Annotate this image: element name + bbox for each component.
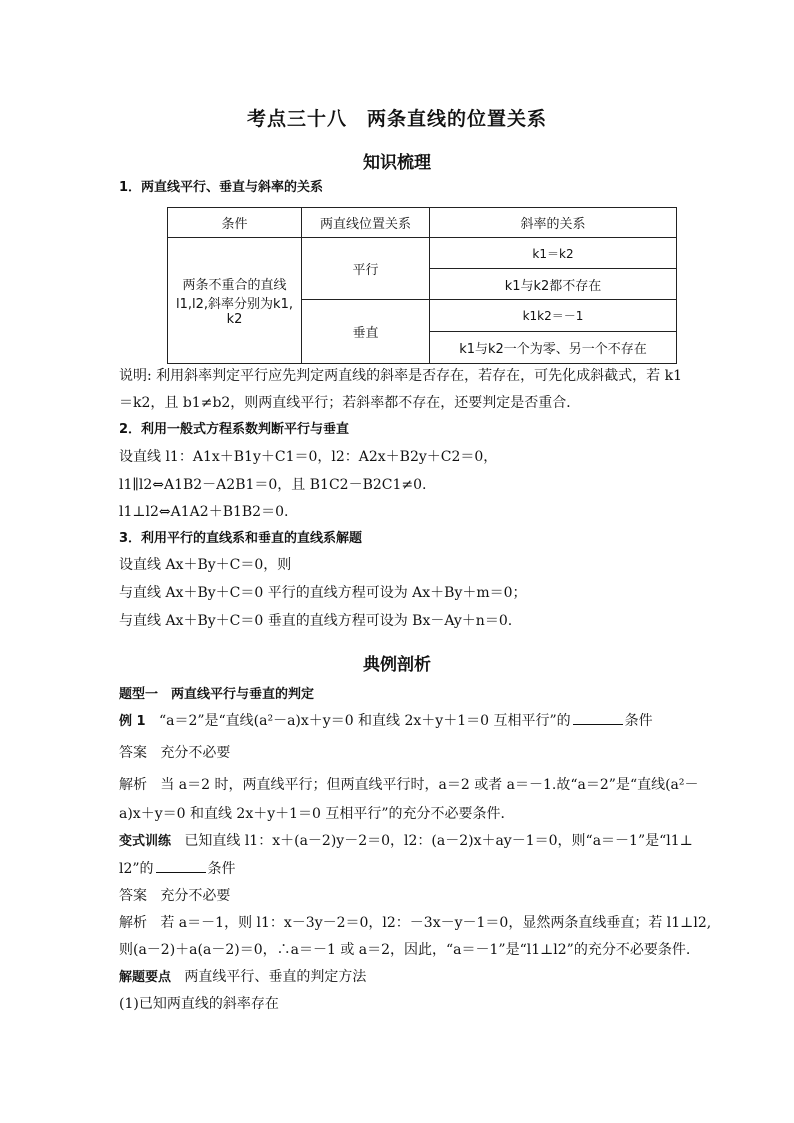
slope-product-cell: k1k2＝－1 [430, 300, 677, 332]
parallel-cell: 平行 [302, 238, 430, 300]
header-condition: 条件 [168, 208, 302, 238]
example1-analysis-line-2: a)x＋y＝0 和直线 2x＋y＋1＝0 互相平行”的充分不必要条件． [119, 806, 515, 822]
item3-line-3: 与直线 Ax＋By＋C＝0 垂直的直线方程可设为 Bx－Ay＋n＝0. [119, 613, 513, 629]
variant-text-1: 已知直线 l1：x＋(a－2)y－2＝0，l2：(a－2)x＋ay－1＝0，则“a＝－1”是“l1⊥ [184, 833, 693, 849]
key-text: 两直线平行、垂直的判定方法 [184, 969, 367, 985]
key-points-line [119, 967, 679, 988]
section-title-knowledge: 知识梳理 [363, 153, 431, 173]
variant-analysis-line-1 [119, 913, 712, 933]
example1-analysis-line-1 [119, 775, 699, 795]
variant-analysis-line-2: 则(a－2)＋a(a－2)＝0，∴a＝－1 或 a＝2，因此，“a＝－1”是“l1⊥l2”的充分不必要条件. [119, 942, 691, 958]
example1-blank [573, 710, 623, 725]
variant-line-1 [119, 831, 693, 852]
item2-line-3: l1⊥l2⇔A1A2＋B1B2＝0. [119, 504, 289, 520]
slope-relation-table [167, 207, 677, 364]
variant-text-2: l2”的 [119, 861, 154, 877]
slope-none-cell: k1与k2都不存在 [430, 269, 677, 300]
type1-heading: 题型一 两直线平行与垂直的判定 [119, 687, 315, 702]
header-slope: 斜率的关系 [430, 208, 677, 238]
example1-label: 例 1 [119, 714, 146, 729]
condition-line-2: l1,l2,斜率分别为k1, [176, 297, 293, 312]
condition-line-1: 两条不重合的直线 [182, 278, 287, 293]
slope-equal-cell: k1＝k2 [430, 238, 677, 269]
slope-zero-none-cell: k1与k2一个为零、另一个不存在 [430, 332, 677, 364]
variant-label: 变式训练 [119, 834, 172, 849]
analysis-label: 解析 [119, 777, 147, 793]
variant-line-2 [119, 858, 679, 879]
variant-analysis-label: 解析 [119, 915, 147, 931]
example1-analysis-text-1: 当 a＝2 时，两直线平行；但两直线平行时，a＝2 或者 a＝－1.故“a＝2”是“直线(a²－ [160, 777, 699, 793]
item2-line-2: l1∥l2⇔A1B2－A2B1＝0，且 B1C2－B2C1≠0. [119, 477, 427, 493]
condition-cell [168, 238, 302, 364]
item1-heading: 1．两直线平行、垂直与斜率的关系 [119, 180, 324, 195]
answer-label: 答案 [119, 745, 147, 761]
variant-answer-line [119, 886, 679, 906]
example1-text: “a＝2”是“直线(a²－a)x＋y＝0 和直线 2x＋y＋1＝0 互相平行”的 [158, 713, 571, 729]
item2-line-1: 设直线 l1：A1x＋B1y＋C1＝0，l2：A2x＋B2y＋C2＝0， [119, 449, 498, 465]
note-line-2: ＝k2，且 b1≠b2，则两直线平行；若斜率都不存在，还要判定是否重合． [119, 395, 581, 411]
note-line-1: 说明: 利用斜率判定平行应先判定两直线的斜率是否存在，若存在，可先化成斜截式，若 k1 [119, 368, 683, 384]
example1-answer-line [119, 743, 679, 763]
variant-text-2-end: 条件 [207, 861, 236, 877]
variant-answer: 充分不必要 [160, 888, 231, 904]
variant-answer-label: 答案 [119, 888, 147, 904]
item3-line-1: 设直线 Ax＋By＋C＝0，则 [119, 557, 292, 573]
example1 [119, 710, 679, 732]
variant-analysis-text-1: 若 a＝－1，则 l1：x－3y－2＝0，l2：－3x－y－1＝0，显然两条直线垂直；若 l1⊥l2, [160, 915, 712, 931]
header-position: 两直线位置关系 [302, 208, 430, 238]
section-title-examples: 典例剖析 [363, 655, 431, 675]
example1-answer: 充分不必要 [160, 745, 231, 761]
table-header-row [168, 208, 677, 238]
example1-text-end: 条件 [624, 713, 653, 729]
condition-line-3: k2 [226, 312, 243, 327]
perpendicular-cell: 垂直 [302, 300, 430, 364]
item2-heading: 2．利用一般式方程系数判断平行与垂直 [119, 422, 350, 437]
page-title: 考点三十八 两条直线的位置关系 [246, 108, 547, 130]
variant-blank [156, 858, 206, 873]
item3-line-2: 与直线 Ax＋By＋C＝0 平行的直线方程可设为 Ax＋By＋m＝0； [119, 585, 527, 601]
key-label: 解题要点 [119, 970, 172, 985]
item3-heading: 3．利用平行的直线系和垂直的直线系解题 [119, 531, 363, 546]
key-point-1: (1)已知两直线的斜率存在 [119, 996, 279, 1012]
